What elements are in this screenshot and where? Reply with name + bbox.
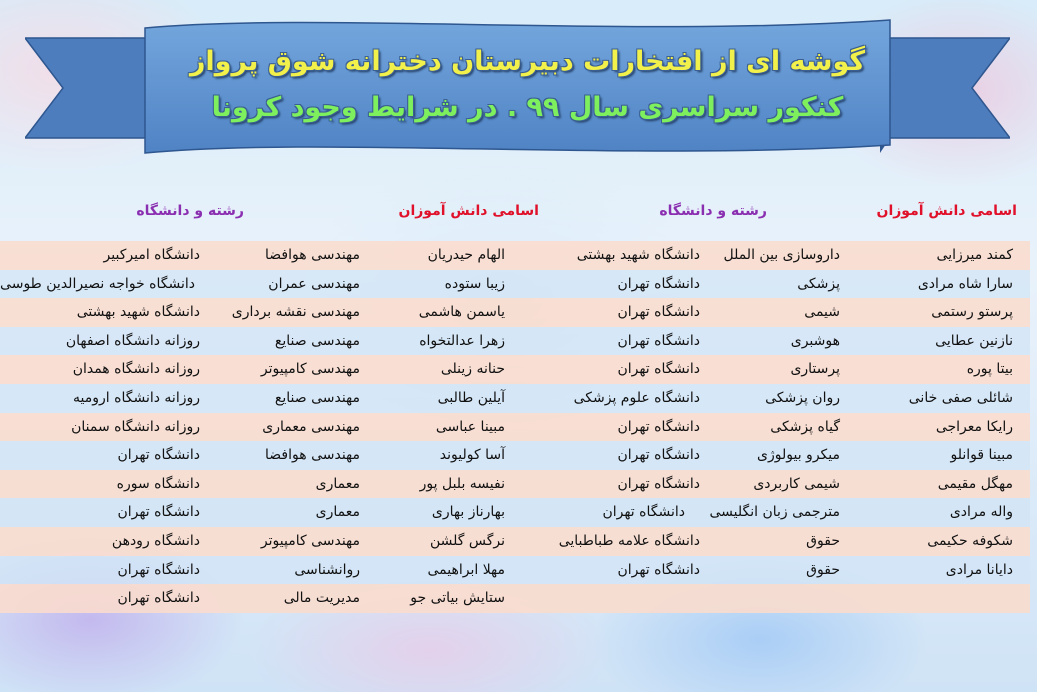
field-of-study: مهندسی معماری [262,418,360,435]
student-name: مبینا عباسی [435,418,505,435]
field-of-study: داروسازی بین الملل [723,247,840,263]
field-of-study: مهندسی نقشه برداری [231,304,360,321]
banner-title-line1: گوشه ای از افتخارات دبیرستان دخترانه شوق پرواز [189,46,866,77]
student-name: یاسمن هاشمی [418,304,505,321]
field-of-study: شیمی کاربردی [753,475,840,492]
student-name: واله مرادی [949,504,1013,521]
field-of-study: روان پزشکی [765,389,840,406]
field-of-study: معماری [315,504,360,521]
table-row [0,327,1030,356]
student-name: بیتا پوره [966,361,1013,378]
university: دانشگاه سوره [116,475,200,492]
student-name: الهام حیدریان [427,247,505,263]
table-row [0,556,1030,585]
field-of-study: مهندسی کامپیوتر [260,361,360,378]
field-of-study: حقوق [806,532,840,549]
university: دانشگاه علامه طباطبایی [558,532,700,549]
student-name: زهرا عدالتخواه [419,332,505,349]
table-row [0,441,1030,470]
field-of-study: حقوق [806,561,840,578]
university: دانشگاه تهران [617,304,700,321]
field-of-study: روانشناسی [294,561,360,578]
university: دانشگاه تهران [617,418,700,435]
university: دانشگاه تهران [617,275,700,292]
student-name: سارا شاه مرادی [917,275,1013,292]
student-name: آیلین طالبی [437,389,505,406]
table-row [0,527,1030,556]
table-row [0,584,1030,613]
table-row [0,384,1030,413]
university: دانشگاه امیرکبیر [103,247,200,263]
field-of-study: مدیریت مالی [283,590,360,607]
student-name: زیبا ستوده [444,275,505,292]
student-name: مهگل مقیمی [937,475,1013,492]
field-of-study: مترجمی زبان انگلیسی [709,504,840,521]
student-name: نفیسه بلبل پور [419,475,505,492]
table-row [0,298,1030,327]
field-of-study: پزشکی [797,275,840,292]
student-name: نازنین عطایی [935,332,1013,349]
header-left-students: اسامی دانش آموزان [398,203,539,219]
results-table [0,241,1030,613]
field-of-study: گیاه پزشکی [770,418,840,435]
university: دانشگاه رودهن [111,532,200,549]
student-name: مبینا قوانلو [950,447,1013,464]
ribbon-shape [25,10,1010,170]
field-of-study: هوشبری [790,332,840,349]
university: روزانه دانشگاه ارومیه [73,389,200,406]
university: دانشگاه تهران [602,504,685,521]
university: دانشگاه علوم پزشکی [573,389,700,406]
university: دانشگاه شهید بهشتی [576,247,700,263]
university: دانشگاه تهران [117,447,200,464]
table-row [0,270,1030,299]
field-of-study: معماری [315,475,360,492]
table-row [0,413,1030,442]
university: دانشگاه تهران [117,590,200,607]
university: دانشگاه تهران [617,561,700,578]
university: دانشگاه تهران [617,447,700,464]
university: دانشگاه تهران [117,561,200,578]
table-row [0,241,1030,270]
student-name: رایکا معراجی [935,418,1013,435]
university: دانشگاه تهران [617,361,700,378]
header-right-field-university: رشته و دانشگاه [659,203,767,219]
student-name: کمند میرزایی [936,247,1013,263]
student-name: شکوفه حکیمی [927,532,1013,549]
banner-title-line2: کنکور سراسری سال ۹۹ . در شرایط وجود کرونا [211,92,844,123]
field-of-study: مهندسی کامپیوتر [260,532,360,549]
student-name: شائلی صفی خانی [908,389,1013,406]
student-name: ستایش بیاتی جو [410,590,505,607]
header-left-field-university: رشته و دانشگاه [136,203,244,219]
title-banner [25,10,1010,170]
header-right-students: اسامی دانش آموزان [876,203,1017,219]
university: دانشگاه تهران [617,332,700,349]
student-name: آسا کولیوند [439,447,505,464]
university: روزانه دانشگاه همدان [72,361,200,378]
university: دانشگاه خواجه نصیرالدین طوسی [0,275,195,292]
student-name: بهارناز بهاری [431,504,505,521]
field-of-study: میکرو بیولوژی [757,447,840,464]
table-row [0,470,1030,499]
student-name: حنانه زینلی [440,361,505,378]
field-of-study: مهندسی صنایع [274,332,360,349]
student-name: پرستو رستمی [931,304,1013,321]
table-row [0,498,1030,527]
field-of-study: مهندسی هوافضا [265,247,360,263]
field-of-study: مهندسی عمران [268,275,360,292]
university: روزانه دانشگاه اصفهان [65,332,200,349]
university: روزانه دانشگاه سمنان [71,418,200,435]
student-name: دایانا مرادی [945,561,1013,578]
field-of-study: شیمی [804,304,840,321]
field-of-study: پرستاری [790,361,840,378]
university: دانشگاه تهران [117,504,200,521]
student-name: مهلا ابراهیمی [427,561,505,578]
university: دانشگاه تهران [617,475,700,492]
field-of-study: مهندسی هوافضا [265,447,360,464]
university: دانشگاه شهید بهشتی [76,304,200,321]
student-name: نرگس گلشن [429,532,505,549]
table-row [0,355,1030,384]
field-of-study: مهندسی صنایع [274,389,360,406]
